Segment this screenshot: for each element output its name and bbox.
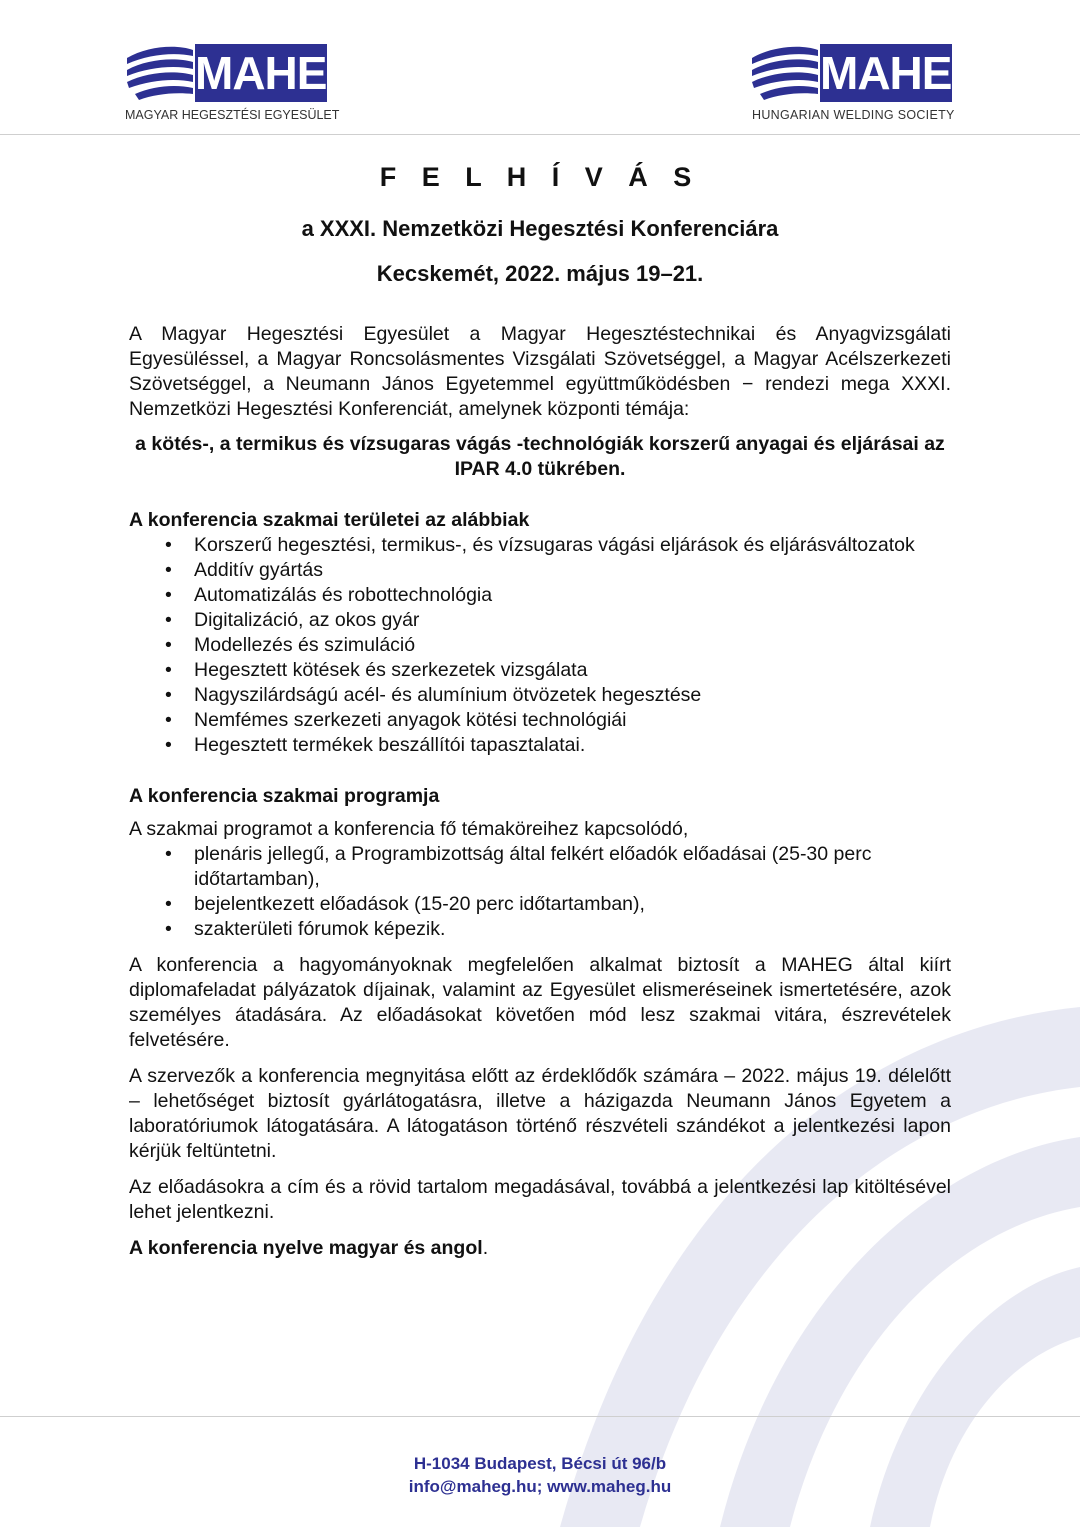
footer-divider: [0, 1416, 1080, 1417]
list-item: • Automatizálás és robottechnológia: [129, 583, 951, 608]
list-item: • Digitalizáció, az okos gyár: [129, 608, 951, 633]
footer-address: H-1034 Budapest, Bécsi út 96/b: [413, 1454, 667, 1473]
program-heading: A konferencia szakmai programja: [129, 785, 440, 807]
areas-heading: A konferencia szakmai területei az alábbiak: [129, 509, 530, 531]
event-date-location: Kecskemét, 2022. május 19–21.: [376, 261, 704, 286]
areas-list: [129, 533, 951, 758]
central-theme: a kötés-, a termikus és vízsugaras vágás -technológiák korszerű anyagai és eljárásai az IPAR 4.0 tükrében.: [135, 433, 945, 480]
registration-paragraph: Az előadásokra a cím és a rövid tartalom megadásával, továbbá a jelentkezési lap kitöltésével lehet jelentkezni.: [129, 1176, 951, 1223]
document-body: [129, 160, 951, 1261]
maheg-logo-right: [750, 42, 987, 126]
swoosh-logo-icon: [750, 42, 822, 100]
logo-tagline: MAGYAR HEGESZTÉSI EGYESÜLET: [125, 108, 340, 122]
list-item: • Modellezés és szimuláció: [129, 633, 951, 658]
awards-paragraph: A konferencia a hagyományoknak megfelelően alkalmat biztosít a MAHEG által kiírt diplomafeladat pályázatok díjainak, valamint az Egyesület elismeréseinek ismertetésére, azok személyes átadására. Az előadásokat követően mód lesz szakmai vitára, észrevételek felvetésére.: [129, 954, 951, 1051]
language-note-end: .: [482, 1237, 489, 1259]
list-item: • szakterületi fórumok képezik.: [129, 917, 951, 942]
document-title: F E L H Í V Á S: [379, 162, 701, 192]
list-item: • Korszerű hegesztési, termikus-, és vízsugaras vágási eljárások és eljárásváltozatok: [129, 533, 951, 558]
list-item: • Hegesztett termékek beszállítói tapasztalatai.: [129, 733, 951, 758]
program-list: [129, 842, 951, 942]
footer-contact: info@maheg.hu; www.maheg.hu: [408, 1477, 672, 1496]
footer: [0, 1452, 1080, 1498]
list-item: • Additív gyártás: [129, 558, 951, 583]
intro-paragraph: A Magyar Hegesztési Egyesület a Magyar Hegesztéstechnikai és Anyagvizsgálati Egyesüléssel, a Magyar Roncsolásmentes Vizsgálati Szövetséggel, a Magyar Acélszerkezeti Szövetséggel, a Neumann János Egyetemmel együttműködésben − rendezi mega XXXI. Nemzetközi Hegesztési Konferenciát, amelynek központi témája:: [129, 323, 951, 420]
header-divider: [0, 134, 1080, 135]
language-note: [129, 1236, 951, 1261]
language-note-text: A konferencia nyelve magyar és angol: [129, 1237, 483, 1259]
logo-wordmark: MAHEG: [195, 44, 327, 102]
document-subtitle: a XXXI. Nemzetközi Hegesztési Konferenciára: [301, 216, 779, 241]
list-item: • bejelentkezett előadások (15-20 perc időtartamban),: [129, 892, 951, 917]
list-item: • Nemfémes szerkezeti anyagok kötési technológiái: [129, 708, 951, 733]
list-item: • plenáris jellegű, a Programbizottság által felkért előadók előadásai (25-30 perc időtartamban),: [129, 842, 951, 892]
logo-tagline: HUNGARIAN WELDING SOCIETY: [752, 108, 955, 122]
logo-wordmark: MAHEG: [820, 44, 952, 102]
list-item: • Nagyszilárdságú acél- és alumínium ötvözetek hegesztése: [129, 683, 951, 708]
list-item: • Hegesztett kötések és szerkezetek vizsgálata: [129, 658, 951, 683]
maheg-logo-left: [125, 42, 362, 126]
visit-paragraph: A szervezők a konferencia megnyitása előtt az érdeklődők számára – 2022. május 19. délelőtt – lehetőséget biztosít gyárlátogatásra, illetve a házigazda Neumann János Egyetem a laboratóriumok látogatására. A látogatáson történő részvételi szándékot a jelentkezési lapon kérjük feltüntetni.: [129, 1065, 951, 1162]
swoosh-logo-icon: [125, 42, 197, 100]
program-lead: A szakmai programot a konferencia fő témaköreihez kapcsolódó,: [129, 818, 689, 840]
